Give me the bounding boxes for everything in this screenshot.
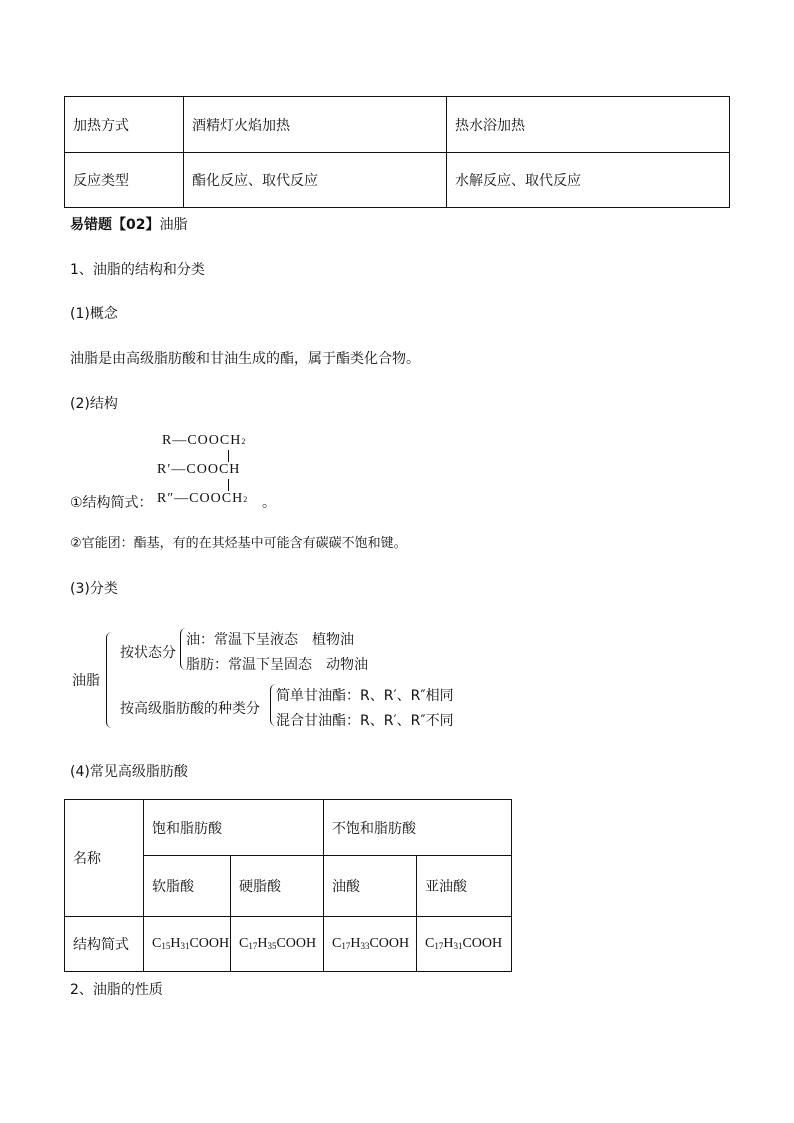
formula-row-3-sub: 2 xyxy=(243,495,248,504)
table-cell: 水解反应、取代反应 xyxy=(447,153,730,208)
formula-cell: $C_{17}H_{33}COOH$ xyxy=(324,917,417,972)
table-cell: 反应类型 xyxy=(65,153,184,208)
fatty-acids-table xyxy=(64,799,512,972)
structural-formula xyxy=(155,430,275,510)
simple-glyceride: 简单甘油酯：R、R′、R″相同 xyxy=(276,688,454,704)
acid-name-cell: 亚油酸 xyxy=(417,856,512,917)
formula-row-1-sub: 2 xyxy=(241,437,246,446)
classification-diagram xyxy=(60,625,500,735)
unsaturated-header-cell: 不饱和脂肪酸 xyxy=(324,800,512,856)
structure-heading: (2)结构 xyxy=(70,396,118,412)
classification-heading: (3)分类 xyxy=(70,581,118,597)
by-state-label: 按状态分 xyxy=(120,645,176,661)
mixed-glyceride: 混合甘油酯：R、R′、R″不同 xyxy=(276,713,454,729)
formula-header-cell: 结构简式 xyxy=(65,917,144,972)
table-cell: 热水浴加热 xyxy=(447,97,730,153)
properties-heading: 2、油脂的性质 xyxy=(70,982,163,998)
concept-text: 油脂是由高级脂肪酸和甘油生成的酯，属于酯类化合物。 xyxy=(70,351,420,367)
structure-label: ①结构简式： xyxy=(70,495,153,511)
formula-row-2: R′—COOCH xyxy=(157,462,241,477)
formula-cell: $C_{17}H_{31}COOH$ xyxy=(417,917,512,972)
section-title-text: 油脂 xyxy=(159,217,188,233)
brace-main xyxy=(106,632,115,728)
heading-structure-classification: 1、油脂的结构和分类 xyxy=(70,262,205,278)
section-title-label: 易错题【02】 xyxy=(70,217,160,233)
table-cell: 酒精灯火焰加热 xyxy=(184,97,447,153)
table-cell: 加热方式 xyxy=(65,97,184,153)
table-cell: 酯化反应、取代反应 xyxy=(184,153,447,208)
name-header-cell: 名称 xyxy=(65,800,144,917)
formula-cell: $C_{17}H_{35}COOH$ xyxy=(231,917,324,972)
functional-group-text: ②官能团：酯基，有的在其烃基中可能含有碳碳不饱和键。 xyxy=(70,536,407,551)
fatty-acids-heading: (4)常见高级脂肪酸 xyxy=(70,764,188,780)
classification-root: 油脂 xyxy=(72,673,100,689)
section-title xyxy=(70,216,187,234)
formula-row-3: R″—COOCH xyxy=(157,491,244,506)
formula-cell: $C_{15}H_{31}COOH$ xyxy=(144,917,231,972)
concept-heading: (1)概念 xyxy=(70,306,118,322)
acid-name-cell: 油酸 xyxy=(324,856,417,917)
fat-item: 脂肪：常温下呈固态 动物油 xyxy=(186,657,368,673)
acid-name-cell: 软脂酸 xyxy=(144,856,231,917)
acid-name-cell: 硬脂酸 xyxy=(231,856,324,917)
saturated-header-cell: 饱和脂肪酸 xyxy=(144,800,324,856)
oil-item: 油：常温下呈液态 植物油 xyxy=(186,632,354,648)
by-acid-label: 按高级脂肪酸的种类分 xyxy=(120,701,260,717)
heating-reaction-table xyxy=(64,96,730,208)
structure-end: 。 xyxy=(262,495,276,511)
formula-row-1: R—COOCH xyxy=(162,433,242,448)
